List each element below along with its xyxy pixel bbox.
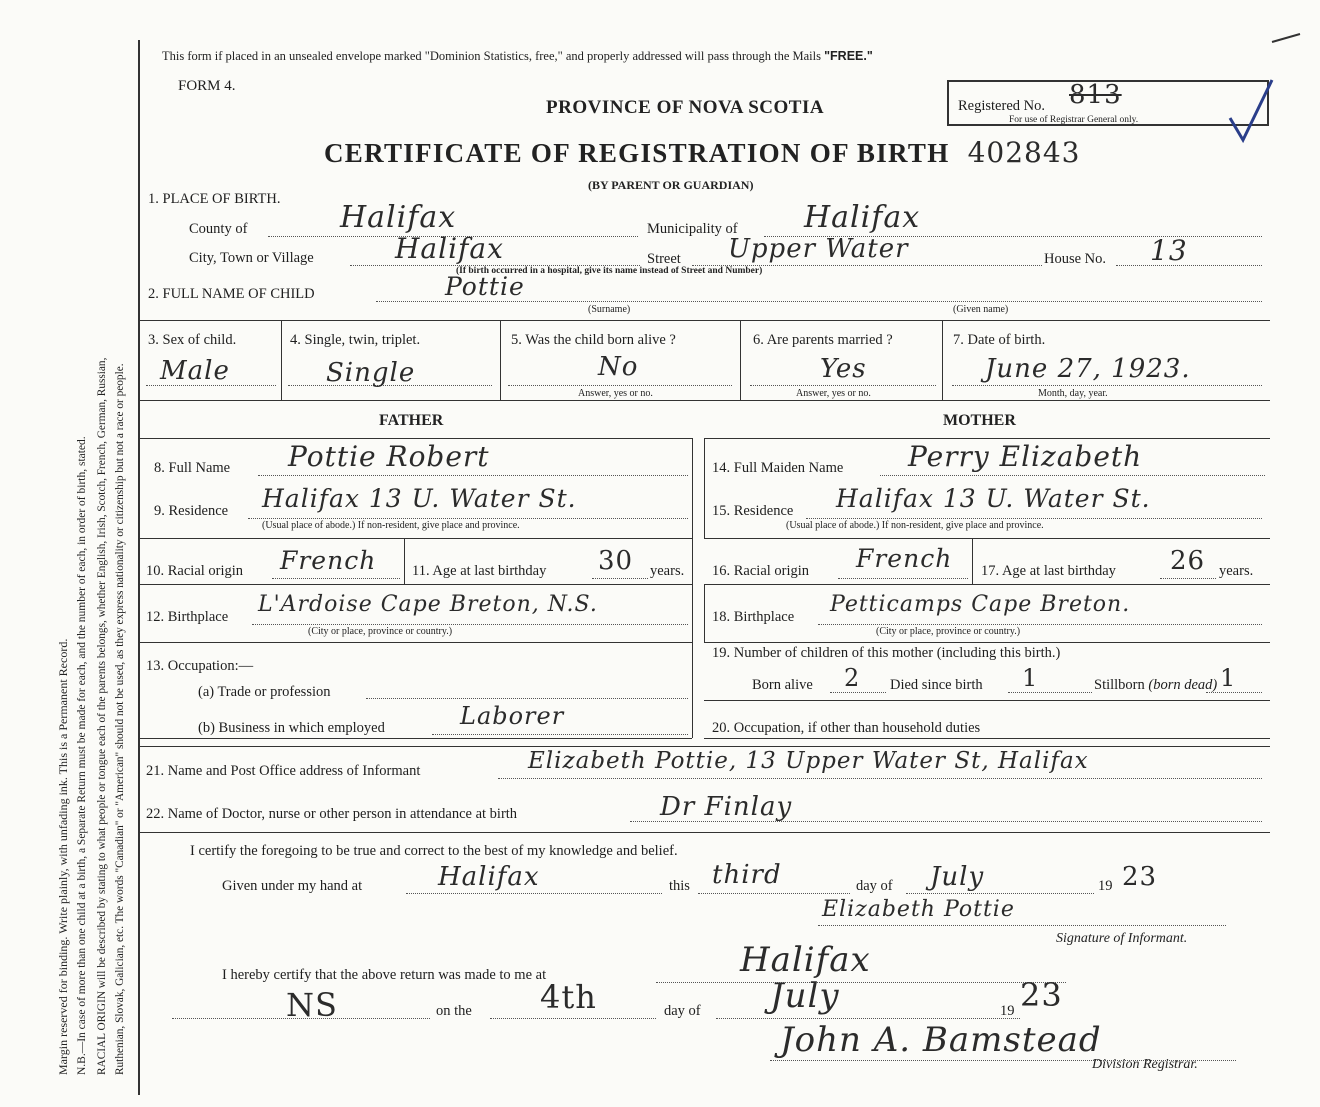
stillborn-count: 1 xyxy=(1220,664,1237,692)
margin-note-multiple-births: N.B.—In case of more than one child at a birth, a Separate Return must be made for each, and the number of each, in order of birth, stated. xyxy=(76,436,88,1075)
doctor-value: Dr Finlay xyxy=(660,792,793,822)
father-birthplace-note: (City or place, province or country.) xyxy=(308,626,453,637)
sex-label: 3. Sex of child. xyxy=(148,332,237,348)
father-residence-label: 9. Residence xyxy=(154,503,229,519)
date-of-birth-label: 7. Date of birth. xyxy=(953,332,1046,348)
mother-residence-label: 15. Residence xyxy=(712,503,794,519)
born-alive-count-label: Born alive xyxy=(752,677,813,693)
form-number: FORM 4. xyxy=(178,78,236,94)
informant-value: Elizabeth Pottie, 13 Upper Water St, Halifax xyxy=(528,748,1089,774)
stillborn-label xyxy=(1094,677,1217,694)
registrar-initials: NS xyxy=(286,986,338,1024)
children-label: 19. Number of children of this mother (including this birth.) xyxy=(712,645,1061,661)
father-birthplace-value: L'Ardoise Cape Breton, N.S. xyxy=(258,592,598,617)
date-of-birth-value: June 27, 1923. xyxy=(985,354,1191,384)
stillborn-note: (born dead) xyxy=(1148,677,1218,693)
father-occupation-label: 13. Occupation:— xyxy=(146,658,254,674)
father-years-label: years. xyxy=(650,563,685,579)
child-surname: Pottie xyxy=(445,272,525,301)
informant-signature: Elizabeth Pottie xyxy=(822,897,1015,922)
place-of-birth-label: 1. PLACE OF BIRTH. xyxy=(148,191,281,207)
stillborn-label-text: Stillborn xyxy=(1094,677,1145,693)
margin-note-binding: Margin reserved for binding. Write plainly, with unfading ink. This is a Permanent Record. xyxy=(56,638,70,1075)
born-alive-count: 2 xyxy=(844,664,861,692)
registrar-year: 23 xyxy=(1020,976,1063,1014)
registered-number: 813 xyxy=(1069,80,1122,110)
year-prefix: 19 xyxy=(1098,878,1113,894)
registrar-place: Halifax xyxy=(740,940,871,980)
certify-statement: I certify the foregoing to be true and correct to the best of my knowledge and belief. xyxy=(190,843,678,859)
house-value: 13 xyxy=(1150,234,1188,267)
died-count: 1 xyxy=(1022,664,1039,692)
born-alive-value: No xyxy=(598,352,639,382)
house-label: House No. xyxy=(1044,251,1107,267)
died-label: Died since birth xyxy=(890,677,983,693)
date-of-birth-note: Month, day, year. xyxy=(1038,388,1108,399)
postal-note xyxy=(162,49,873,64)
registrar-signature-label: Division Registrar. xyxy=(1092,1057,1198,1072)
certificate-number: 402843 xyxy=(967,136,1081,169)
margin-binding-line xyxy=(138,40,140,1095)
mother-racial-label: 16. Racial origin xyxy=(712,563,810,579)
on-the-label: on the xyxy=(436,1003,472,1019)
certificate-title xyxy=(324,136,1080,169)
married-note: Answer, yes or no. xyxy=(796,388,871,399)
informant-label: 21. Name and Post Office address of Informant xyxy=(146,763,421,779)
municipality-value: Halifax xyxy=(804,200,921,235)
registrar-day: 4th xyxy=(540,978,597,1016)
father-heading: FATHER xyxy=(379,412,444,429)
postal-note-text: This form if placed in an unsealed envelope marked "Dominion Statistics, free," and properly addressed will pass through the Mails xyxy=(162,49,821,63)
mother-birthplace-value: Petticamps Cape Breton. xyxy=(830,592,1131,617)
given-at-value: Halifax xyxy=(438,862,540,892)
city-value: Halifax xyxy=(395,232,504,265)
born-alive-note: Answer, yes or no. xyxy=(578,388,653,399)
certificate-subtitle: (BY PARENT OR GUARDIAN) xyxy=(588,178,754,192)
father-residence-note: (Usual place of abode.) If non-resident, give place and province. xyxy=(262,520,520,531)
given-at-label: Given under my hand at xyxy=(222,878,363,894)
father-racial-value: French xyxy=(280,546,377,575)
father-name-value: Pottie Robert xyxy=(288,440,490,473)
mother-heading: MOTHER xyxy=(943,412,1016,429)
check-mark-icon xyxy=(1210,30,1320,150)
county-value: Halifax xyxy=(340,200,457,235)
registrar-signature: John A. Bamstead xyxy=(780,1020,1102,1060)
doctor-label: 22. Name of Doctor, nurse or other person in attendance at birth xyxy=(146,806,518,822)
plurality-value: Single xyxy=(326,358,416,388)
father-age-label: 11. Age at last birthday xyxy=(412,563,547,579)
married-label: 6. Are parents married ? xyxy=(753,332,893,348)
father-racial-label: 10. Racial origin xyxy=(146,563,244,579)
city-label: City, Town or Village xyxy=(189,250,314,266)
municipality-label: Municipality of xyxy=(647,221,738,237)
province-heading: PROVINCE OF NOVA SCOTIA xyxy=(546,97,825,118)
registrar-month: July xyxy=(770,976,840,1016)
hospital-note: (If birth occurred in a hospital, give its name instead of Street and Number) xyxy=(456,266,763,276)
registrar-day-of-label: day of xyxy=(664,1003,701,1019)
trade-label: (a) Trade or profession xyxy=(198,684,331,700)
father-name-label: 8. Full Name xyxy=(154,460,231,476)
father-residence-value: Halifax 13 U. Water St. xyxy=(262,484,577,513)
plurality-label: 4. Single, twin, triplet. xyxy=(290,332,421,348)
postal-note-free: "FREE." xyxy=(824,49,873,63)
born-alive-label: 5. Was the child born alive ? xyxy=(511,332,676,348)
mother-years-label: years. xyxy=(1219,563,1254,579)
mother-birthplace-note: (City or place, province or country.) xyxy=(876,626,1021,637)
street-label: Street xyxy=(647,251,681,267)
mother-residence-note: (Usual place of abode.) If non-resident, give place and province. xyxy=(786,520,1044,531)
registrar-year-prefix: 19 xyxy=(1000,1003,1015,1019)
married-value: Yes xyxy=(820,354,867,384)
mother-residence-value: Halifax 13 U. Water St. xyxy=(836,484,1151,513)
registered-label: Registered No. xyxy=(958,98,1045,114)
child-name-label: 2. FULL NAME OF CHILD xyxy=(148,286,315,302)
day-of-label: day of xyxy=(856,878,893,894)
mother-age-value: 26 xyxy=(1170,546,1206,576)
registrar-statement: I hereby certify that the above return was made to me at xyxy=(222,967,547,983)
mother-racial-value: French xyxy=(856,544,953,573)
business-value: Laborer xyxy=(460,702,565,730)
given-name-note: (Given name) xyxy=(953,304,1009,315)
mother-birthplace-label: 18. Birthplace xyxy=(712,609,795,625)
day-value: third xyxy=(712,860,782,890)
month-value: July xyxy=(930,862,985,892)
mother-age-label: 17. Age at last birthday xyxy=(981,563,1116,579)
father-age-value: 30 xyxy=(598,546,634,576)
mother-occupation-label: 20. Occupation, if other than household duties xyxy=(712,720,981,736)
year-value: 23 xyxy=(1122,862,1158,892)
informant-signature-label: Signature of Informant. xyxy=(1056,931,1188,946)
mother-name-value: Perry Elizabeth xyxy=(908,440,1143,473)
street-value: Upper Water xyxy=(728,234,909,264)
margin-note-racial-origin: RACIAL ORIGIN will be described by stating to what people or tongue each of the parents belongs, whether English, Irish, Scotch, French, German, Russian, xyxy=(96,357,108,1075)
margin-note-nationality: Ruthenian, Slovak, Galician, etc. The words "Canadian" or "American" should not be used, as they express nationality or citizenship but not a race or people. xyxy=(114,363,126,1075)
certificate-title-text: CERTIFICATE OF REGISTRATION OF BIRTH xyxy=(324,138,950,168)
registrar-use-note: For use of Registrar General only. xyxy=(1009,115,1139,125)
sex-value: Male xyxy=(160,356,230,386)
father-birthplace-label: 12. Birthplace xyxy=(146,609,229,625)
county-label: County of xyxy=(189,221,248,237)
this-label: this xyxy=(669,878,690,894)
surname-note: (Surname) xyxy=(588,304,631,315)
business-label: (b) Business in which employed xyxy=(198,720,385,736)
mother-name-label: 14. Full Maiden Name xyxy=(712,460,844,476)
